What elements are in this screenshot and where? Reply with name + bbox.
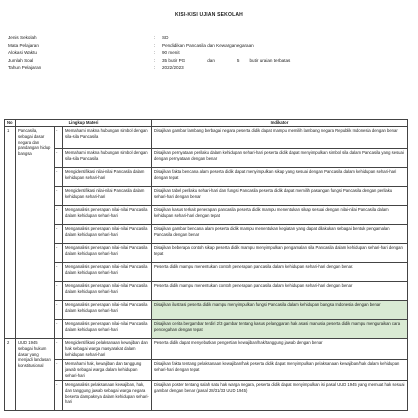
meta-label: Alokasi Waktu (8, 50, 37, 56)
header-no: No (5, 120, 16, 127)
table-header-row (5, 120, 408, 127)
meta-row-mata-pelajaran (8, 42, 410, 50)
row-bullet: - (55, 244, 63, 263)
lingkup-materi-cell: Menganalisis penerapan nilai-nilai Pancasila dalam kehidupan sehari-hari (63, 206, 152, 225)
lingkup-materi-cell: Mengidentifikasi nilai-nilai Pancasila dalam kehidupan sehari-hari (63, 168, 152, 187)
indikator-cell-highlighted: Disajikan ilustrasi peserta didik mampu menyimpulkan fungsi Pancasila dalam kehidupan bangsa Indonesia dengan benar (152, 301, 408, 320)
meta-label: Jumlah Soal (8, 57, 34, 63)
lingkup-materi-cell: Menganalisis penerapan nilai-nilai Pancasila dalam kehidupan sehari-hari (63, 301, 152, 320)
meta-row-tahun-pelajaran (8, 64, 410, 72)
indikator-cell: Disajikan fakta bencana alam peserta didik dapat menyimpulkan sikap yang sesuai dengan Pancasila dalam kehidupan sehari-hari dengan tepat (152, 168, 408, 187)
row-bullet: - (55, 301, 63, 320)
section-topic: UUD 1945 sebagai hukum dasar yang menjadi landasan konstitusional (16, 339, 55, 411)
indikator-cell: Disajikan fakta tentang pelaksanaan kewajiban/hak peserta didik dapat menyimpulkan pelaksanaan kewajiban/hak dalam kehidupan sehari-hari dengan tepat (152, 360, 408, 381)
row-bullet: - (55, 282, 63, 301)
meta-colon: : (154, 50, 156, 56)
lingkup-materi-cell: Mengidentifikasi pelaksanaan kewajiban dan hak sebagai warga masyarakat dalam kehidupan sehari-hari (63, 339, 152, 360)
table-row (5, 168, 408, 187)
table-row (5, 225, 408, 244)
header-indikator: Indikator (152, 120, 408, 127)
meta-row-jumlah-soal (8, 57, 410, 65)
document (8, 12, 410, 72)
meta-value (162, 57, 410, 65)
lingkup-materi-cell: Mengidentifikasi nilai-nilai Pancasila dalam kehidupan sehari-hari (63, 187, 152, 206)
row-bullet: - (55, 225, 63, 244)
meta-colon: : (154, 42, 156, 48)
indikator-cell: Disajikan beberapa contoh sikap peserta didik mampu menyimpulkan pengamalan sila Pancasila dalam kehidupan sehari-hari dengan tepat (152, 244, 408, 263)
row-bullet: - (55, 168, 63, 187)
table-row (5, 187, 408, 206)
meta-colon: : (154, 57, 156, 63)
lingkup-materi-cell: Menganalisis penerapan nilai-nilai Pancasila dalam kehidupan sehari-hari (63, 282, 152, 301)
lingkup-materi-cell: Memahami makna hubungan simbol dengan sila-sila Pancasila (63, 149, 152, 168)
row-bullet: - (55, 381, 63, 411)
table-row (5, 381, 408, 411)
kisi-kisi-table (4, 119, 408, 411)
indikator-cell: Disajikan gambar lambang berbagai negara peserta didik dapat mampu memilih lambang negara Republik Indonesia dengan benar (152, 127, 408, 149)
row-bullet: - (55, 360, 63, 381)
lingkup-materi-cell: Menganalisis penerapan nilai-nilai Pancasila dalam kehidupan sehari-hari (63, 263, 152, 282)
row-bullet: - (55, 339, 63, 360)
row-bullet: - (55, 206, 63, 225)
table-row (5, 282, 408, 301)
table-row (5, 127, 408, 149)
indikator-cell: Peserta didik mampu menentukan contoh penerapan pancasila dalam kehidupan sehari-hari dengan benar. (152, 263, 408, 282)
row-bullet: - (55, 127, 63, 149)
meta-row-alokasi-waktu (8, 49, 410, 57)
meta-block (8, 34, 410, 72)
meta-value: Pendidikan Pancasila dan Kewarganegaraan (162, 42, 254, 48)
meta-value: SD (162, 35, 169, 40)
document-title: KISI-KISI UJIAN SEKOLAH (175, 12, 243, 18)
indikator-cell: Disajikan gambar bencana alam peserta didik mampu menentukan kegiatan yang dapat dilakukan sebagai bentuk pengamalan Pancasila dengan benar (152, 225, 408, 244)
lingkup-materi-cell: Menganalisis pelaksanaan kewajiban, hak, dan tanggung jawab sebagai warga negara beserta dampaknya dalam kehidupan sehari-hari (63, 381, 152, 411)
meta-value: 2022/2023 (162, 65, 184, 71)
lingkup-materi-cell: Memahami hak, kewajiban dan tanggung jawab sebagai warga dalam kehidupan sehari-hari (63, 360, 152, 381)
indikator-cell: Disajikan pernyataan perilaku dalam kehidupan sehari-hari peserta didik dapat menyimpulkan simbol sila dalam Pancasila yang sesuai dengan pernyataan dengan benar (152, 149, 408, 168)
meta-colon: : (154, 65, 156, 71)
lingkup-materi-cell: Menganalisis penerapan nilai-nilai Pancasila dalam kehidupan sehari-hari (63, 320, 152, 339)
indikator-cell-highlighted: Disajikan cerita bergambar terdiri 2/3 gambar tentang kasus pelanggaran hak asasi manusia peserta didik mampu menguraikan cara pencegahan dengan tepat (152, 320, 408, 339)
jumlah-uraian-count: 5 (236, 57, 240, 63)
section-number: 2 (5, 339, 16, 411)
table-row (5, 244, 408, 263)
table-row (5, 360, 408, 381)
header-lingkup-materi: Lingkup Materi (16, 120, 152, 127)
row-bullet: - (55, 149, 63, 168)
jumlah-dan: dan (207, 57, 215, 63)
meta-label: Mata Pelajaran (8, 42, 39, 48)
table-row (5, 206, 408, 225)
table-row (5, 263, 408, 282)
lingkup-materi-cell: Memahami makna hubungan simbol dengan sila-sila Pancasila (63, 127, 152, 149)
lingkup-materi-cell: Menganalisis penerapan nilai-nilai Pancasila dalam kehidupan sehari-hari (63, 244, 152, 263)
indikator-cell: Peserta didik mampu menentukan contoh penerapan pancasila dalam kehidupan sehari-hari dengan benar (152, 282, 408, 301)
row-bullet: - (55, 320, 63, 339)
meta-value: 90 menit (162, 50, 180, 56)
jumlah-uraian-label: butir uraian terbatas (249, 57, 291, 63)
table-row (5, 149, 408, 168)
indikator-cell: Disajikan poster tentang salah satu hak warga negara, peserta didik dapat menyimpulkan isi pasal UUD 1945 yang memuat hak sesuai gambar dengan benar (pasal 28/31/33 UUD 1945) (152, 381, 408, 411)
indikator-cell: Disajikan tabel perilaku sehari-hari dan fungsi Pancasila peserta didik dapat memilih pasangan fungsi Pancasila dengan perilaku sehari-hari dengan benar (152, 187, 408, 206)
table-row (5, 320, 408, 339)
meta-colon: : (154, 35, 156, 40)
jumlah-pg: 35 butir PG (162, 57, 186, 63)
meta-label: Jenis Sekolah (8, 35, 37, 40)
row-bullet: - (55, 187, 63, 206)
indikator-cell: Disajikan kasus terkait penerapan pancasila peserta didik mampu menentukan sikap sesuai dengan nilai-nilai Pancasila dalam kehidupan sehari-hari dengan tepat (152, 206, 408, 225)
table-row (5, 301, 408, 320)
meta-label: Tahun Pelajaran (8, 65, 42, 71)
lingkup-materi-cell: Menganalisis penerapan nilai-nilai Pancasila dalam kehidupan sehari-hari (63, 225, 152, 244)
indikator-cell: Peserta didik dapat menyebutkan pengertian kewajiban/hak/tanggung jawab dengan benar (152, 339, 408, 360)
meta-row-jenis-sekolah (8, 34, 410, 42)
section-number: 1 (5, 127, 16, 339)
row-bullet: - (55, 263, 63, 282)
table-row (5, 339, 408, 360)
section-topic: Pancasila, sebagai dasar negara dan pandangan hidup bangsa (16, 127, 55, 339)
